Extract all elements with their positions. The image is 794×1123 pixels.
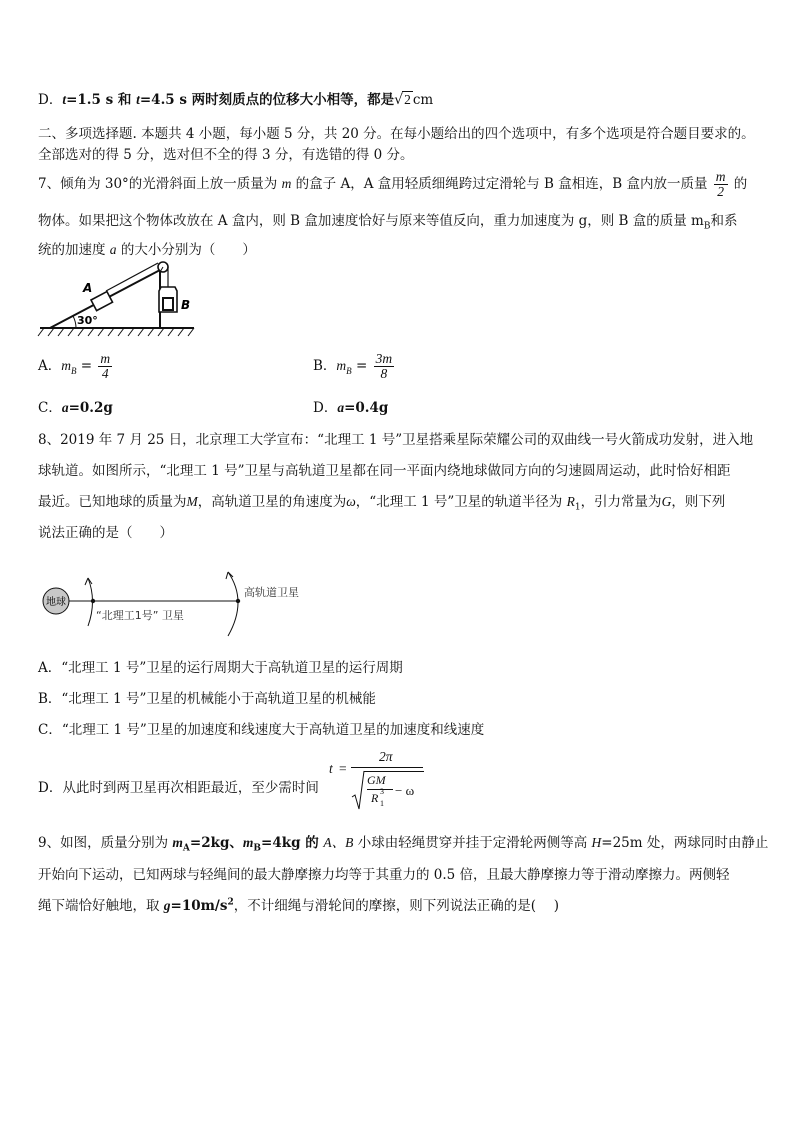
q7-fraction: $\frac{m}{2}$: [715, 169, 726, 200]
q7-option-c: C．a=0.2g: [38, 400, 113, 416]
q9-line3: 绳下端恰好触地，取 $g=10m/s^2$，不计细绳与滑轮间的摩擦，则下列说法正确的是( ): [38, 897, 560, 914]
sat1-label: “北理工1号” 卫星: [96, 609, 184, 622]
section-heading-line2: 全部选对的得 5 分，选对但不全的得 3 分，有选错的得 0 分。: [38, 147, 414, 163]
sat1-dot: [91, 599, 95, 603]
q7-angle-label: 30°: [77, 314, 98, 327]
q7-box-b-label: B: [181, 298, 191, 312]
q7-option-a: A．$m_B$ = $\frac{m}{4}$: [38, 351, 111, 382]
q8-option-c: C．“北理工 1 号”卫星的加速度和线速度大于高轨道卫星的加速度和线速度: [38, 722, 485, 738]
q7-option-b: B．$m_B$ = $\frac{3m}{8}$: [313, 351, 393, 382]
q7-option-d: D．a=0.4g: [313, 400, 389, 416]
q9-line2: 开始向下运动，已知两球与轻绳间的最大静摩擦力均等于其重力的 0.5 倍，且最大静摩擦力等于滑动摩擦力。两侧轻: [38, 867, 730, 883]
q8-orbit-figure: [40, 568, 330, 640]
sat2-dot: [236, 599, 240, 603]
q8-line3: 最近。已知地球的质量为M，高轨道卫星的角速度为ω，“北理工 1 号”卫星的轨道半径为 $R_1$，引力常量为G，则下列: [38, 494, 726, 513]
q8-line2: 球轨道。如图所示，“北理工 1 号”卫星与高轨道卫星都在同一平面内绕地球做同方向的匀速圆周运动，此时恰好相距: [38, 463, 731, 479]
q7-incline-figure: [36, 258, 206, 340]
earth-label: 地球: [46, 597, 66, 608]
q7-line2: 物体。如果把这个物体改放在 A 盒内，则 B 盒加速度恰好与原来等值反向，重力加速度为 g，则 B 盒的质量 $m_B$和系: [38, 213, 738, 232]
q8-option-a: A．“北理工 1 号”卫星的运行周期大于高轨道卫星的运行周期: [38, 660, 403, 676]
q7-box-a-label: A: [83, 281, 93, 295]
q7-line3: 统的加速度 a 的大小分别为（ ）: [38, 242, 256, 258]
q8-line4: 说法正确的是（ ）: [38, 525, 173, 541]
q8-line1: 8、2019 年 7 月 25 日，北京理工大学宣布：“北理工 1 号”卫星搭乘星际荣耀公司的双曲线一号火箭成功发射，进入地: [38, 432, 754, 448]
q8-option-d-formula: t = 2π GM R 3 1 − ω: [329, 749, 439, 819]
sat2-label: 高轨道卫星: [244, 586, 299, 599]
q6-option-d: D．t=1.5 s 和 t=4.5 s 两时刻质点的位移大小相等，都是√2 cm: [38, 92, 434, 108]
q8-option-d: D．从此时到两卫星再次相距最近，至少需时间: [38, 780, 319, 796]
q9-line1: 9、如图，质量分别为 $m_A=2kg$、$m_B=4kg$ 的 A、B 小球由轻绳贯穿并挂于定滑轮两侧等高 H=25m 处，两球同时由静止: [38, 835, 769, 854]
q7-line1: 7、倾角为 30°的光滑斜面上放一质量为 m 的盒子 A，A 盒用轻质细绳跨过定滑轮与 B 盒相连，B 盒内放一质量 $\frac{m}{2}$ 的: [38, 169, 748, 200]
section-heading-line1: 二、多项选择题. 本题共 4 小题，每小题 5 分，共 20 分。在每小题给出的四个选项中，有多个选项是符合题目要求的。: [38, 126, 755, 142]
q8-option-b: B．“北理工 1 号”卫星的机械能小于高轨道卫星的机械能: [38, 691, 376, 707]
